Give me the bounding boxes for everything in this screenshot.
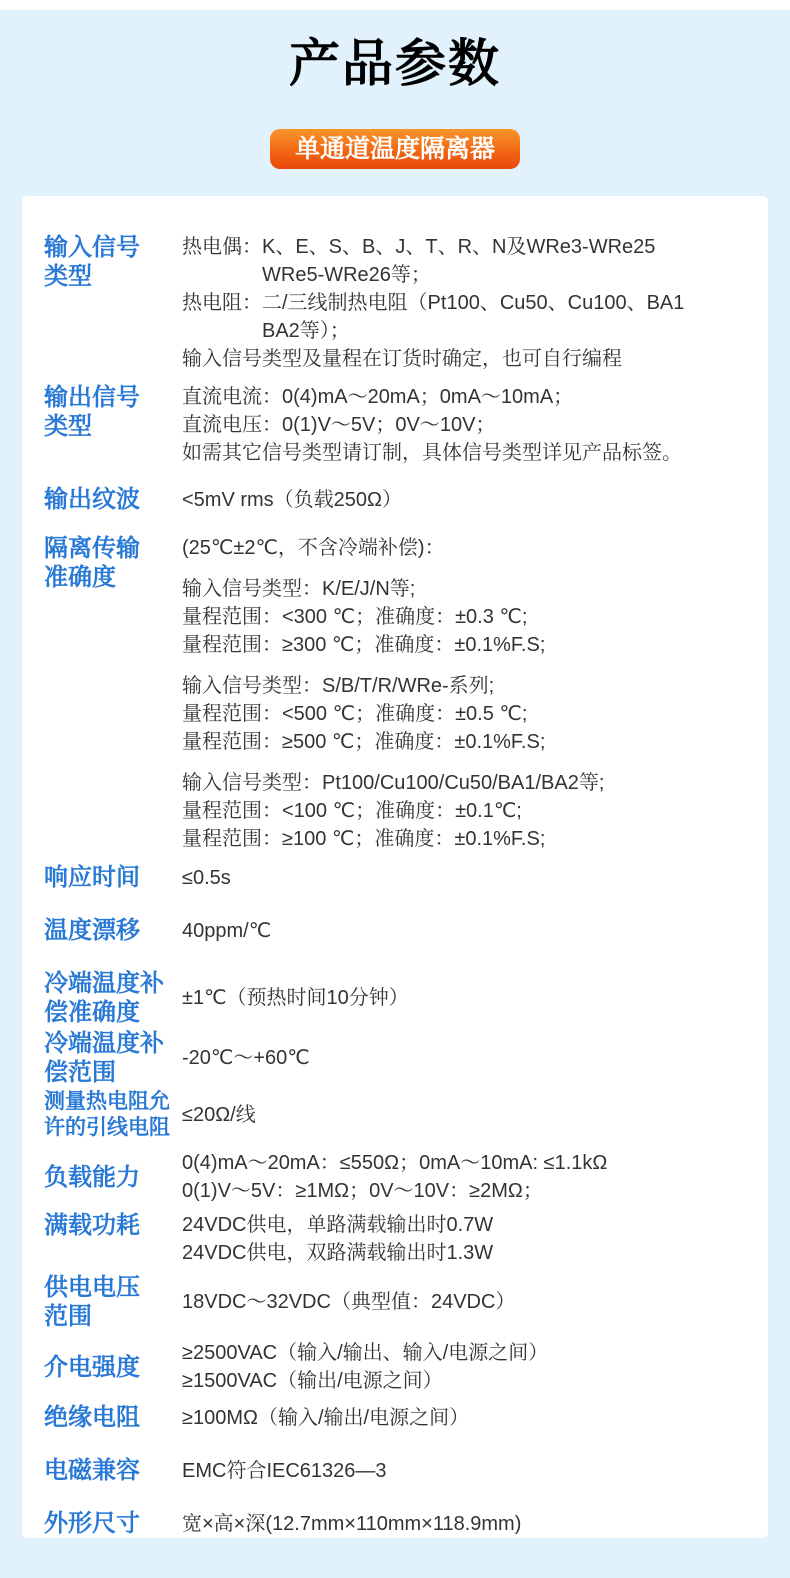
spec-label-line: 介电强度: [44, 1353, 140, 1381]
spec-value-line: 18VDC～32VDC（典型值：24VDC）: [182, 1291, 516, 1313]
spec-label: [44, 1029, 182, 1087]
spec-value-line: -20℃～+60℃: [182, 1047, 310, 1069]
spec-value-line: 0(4)mA～20mA：≤550Ω；0mA～10mA: ≤1.1kΩ: [182, 1152, 608, 1174]
page-title: 产品参数: [288, 35, 501, 92]
spec-value-line: 热电偶：K、E、S、B、J、T、R、N及WRe3-WRe25: [182, 236, 656, 258]
spec-value-line: 宽×高×深(12.7mm×110mm×118.9mm): [182, 1512, 522, 1535]
spec-label: [44, 383, 182, 441]
spec-label: [44, 1089, 182, 1141]
spec-value-line: 量程范围：≥300 ℃；准确度：±0.1%F.S;: [182, 634, 546, 656]
spec-value: [182, 1339, 748, 1395]
spec-label: [44, 1273, 182, 1331]
spec-value: [182, 1149, 748, 1205]
spec-value-line: EMC符合IEC61326—3: [182, 1459, 387, 1482]
spec-value-line: 24VDC供电，双路满载输出时1.3W: [182, 1242, 494, 1264]
spec-label: [44, 863, 182, 892]
spec-value-line: ≤20Ω/线: [182, 1104, 256, 1126]
spec-row-output-signal-type: [44, 383, 748, 467]
spec-row-temp-drift: [44, 916, 748, 945]
spec-label-line: 偿范围: [44, 1059, 116, 1086]
spec-label-line: 偿准确度: [44, 999, 140, 1026]
spec-value-line: 量程范围：≥500 ℃；准确度：±0.1%F.S;: [182, 731, 546, 753]
top-strip: [0, 0, 790, 10]
spec-value: [182, 984, 748, 1012]
spec-value-line: (25℃±2℃，不含冷端补偿)：: [182, 537, 445, 559]
spec-value-line: 量程范围：<100 ℃；准确度：±0.1℃;: [182, 800, 522, 822]
spec-label-line: 范围: [44, 1303, 92, 1330]
spec-label: [44, 1509, 182, 1538]
spec-row-isolation-accuracy: [44, 534, 748, 853]
spec-label: [44, 969, 182, 1027]
spec-label-line: 绝缘电阻: [44, 1404, 140, 1431]
spec-value: [182, 1044, 748, 1072]
product-type-badge: 单通道温度隔离器: [270, 129, 520, 169]
spec-row-full-load-power: [44, 1211, 748, 1267]
spec-value-line: 如需其它信号类型请订制，具体信号类型详见产品标签。: [182, 442, 682, 464]
spec-label-line: 类型: [44, 263, 92, 290]
spec-value: [182, 486, 748, 514]
spec-value-line: 0(1)V～5V：≥1MΩ；0V～10V：≥2MΩ；: [182, 1180, 543, 1202]
spec-value-line: 24VDC供电，单路满载输出时0.7W: [182, 1214, 494, 1236]
spec-value-line: 量程范围：<300 ℃；准确度：±0.3 ℃;: [182, 606, 528, 628]
spec-label-line: 冷端温度补: [44, 1030, 164, 1057]
spec-value: [182, 917, 748, 945]
spec-value-line: 热电阻：二/三线制热电阻（Pt100、Cu50、Cu100、BA1: [182, 292, 685, 314]
spec-value-line: 输入信号类型：K/E/J/N等;: [182, 578, 416, 600]
spec-label-line: 输出信号: [44, 384, 140, 411]
spec-value-line: ≥1500VAC（输出/电源之间）: [182, 1370, 443, 1392]
spec-label: [44, 534, 182, 592]
spec-label-line: 响应时间: [44, 864, 140, 891]
spec-label-line: 负载能力: [44, 1163, 140, 1191]
spec-value-line: WRe5-WRe26等；: [262, 264, 431, 286]
spec-row-emc: [44, 1456, 748, 1485]
spec-label-line: 电磁兼容: [44, 1457, 140, 1484]
spec-row-output-ripple: [44, 485, 748, 514]
spec-value-line: 40ppm/℃: [182, 919, 272, 942]
spec-value-line: ±1℃（预热时间10分钟）: [182, 987, 409, 1009]
spec-row-cold-junction-accuracy: [44, 969, 748, 1027]
spec-row-supply-voltage-range: [44, 1273, 748, 1331]
value-group-spacer: [182, 659, 748, 672]
spec-value: [182, 1211, 748, 1267]
spec-label-line: 输入信号: [44, 234, 140, 261]
spec-value: [182, 383, 748, 467]
spec-value-line: <5mV rms（负载250Ω）: [182, 488, 402, 511]
spec-value-line: 量程范围：≥100 ℃；准确度：±0.1%F.S;: [182, 828, 546, 850]
spec-value: [182, 864, 748, 892]
spec-value-line: 输入信号类型：S/B/T/R/WRe-系列;: [182, 675, 495, 697]
spec-row-dimensions: [44, 1509, 748, 1538]
spec-label-line: 测量热电阻允: [44, 1090, 170, 1113]
spec-value-line: ≥2500VAC（输入/输出、输入/电源之间）: [182, 1342, 549, 1364]
spec-label-line: 准确度: [44, 564, 116, 591]
spec-label: [44, 1163, 182, 1192]
spec-label: [44, 1353, 182, 1382]
value-group-spacer: [182, 562, 748, 575]
spec-label: [44, 1456, 182, 1485]
spec-value-line: ≥100MΩ（输入/输出/电源之间）: [182, 1406, 470, 1429]
spec-row-rtd-lead-resistance: [44, 1089, 748, 1141]
spec-label-line: 输出纹波: [44, 486, 140, 513]
spec-value-line: BA2等）；: [262, 320, 350, 342]
spec-value: [182, 1288, 748, 1316]
spec-row-dielectric-strength: [44, 1339, 748, 1395]
spec-row-load-capacity: [44, 1149, 748, 1205]
spec-value: [182, 233, 748, 373]
spec-label: [44, 1211, 182, 1240]
spec-value: [182, 534, 748, 853]
spec-label-line: 类型: [44, 413, 92, 440]
spec-row-response-time: [44, 863, 748, 892]
spec-value-line: 输入信号类型及量程在订货时确定，也可自行编程: [182, 348, 622, 370]
spec-label-line: 外形尺寸: [44, 1510, 140, 1537]
spec-row-cold-junction-range: [44, 1029, 748, 1087]
spec-row-insulation-resistance: [44, 1403, 748, 1432]
value-group-spacer: [182, 756, 748, 769]
spec-label: [44, 1403, 182, 1432]
spec-value-line: 量程范围：<500 ℃；准确度：±0.5 ℃;: [182, 703, 528, 725]
spec-label-line: 许的引线电阻: [44, 1116, 170, 1139]
spec-label-line: 隔离传输: [44, 535, 140, 562]
spec-value-line: 直流电流：0(4)mA～20mA；0mA～10mA；: [182, 386, 574, 408]
spec-label-line: 满载功耗: [44, 1212, 140, 1239]
spec-row-input-signal-type: [44, 233, 748, 373]
spec-value: [182, 1404, 748, 1432]
spec-value-line: ≤0.5s: [182, 866, 231, 889]
spec-label-line: 冷端温度补: [44, 970, 164, 997]
spec-value: [182, 1101, 748, 1129]
spec-value-line: 输入信号类型：Pt100/Cu100/Cu50/BA1/BA2等;: [182, 772, 605, 794]
spec-value-line: 直流电压：0(1)V～5V；0V～10V；: [182, 414, 496, 436]
spec-label: [44, 233, 182, 291]
badge-wrap: [0, 129, 790, 169]
spec-value: [182, 1457, 748, 1485]
spec-label-line: 温度漂移: [44, 917, 140, 944]
spec-card: [22, 196, 768, 1538]
spec-value: [182, 1510, 748, 1538]
spec-label: [44, 485, 182, 514]
spec-label: [44, 916, 182, 945]
spec-label-line: 供电电压: [44, 1274, 140, 1301]
